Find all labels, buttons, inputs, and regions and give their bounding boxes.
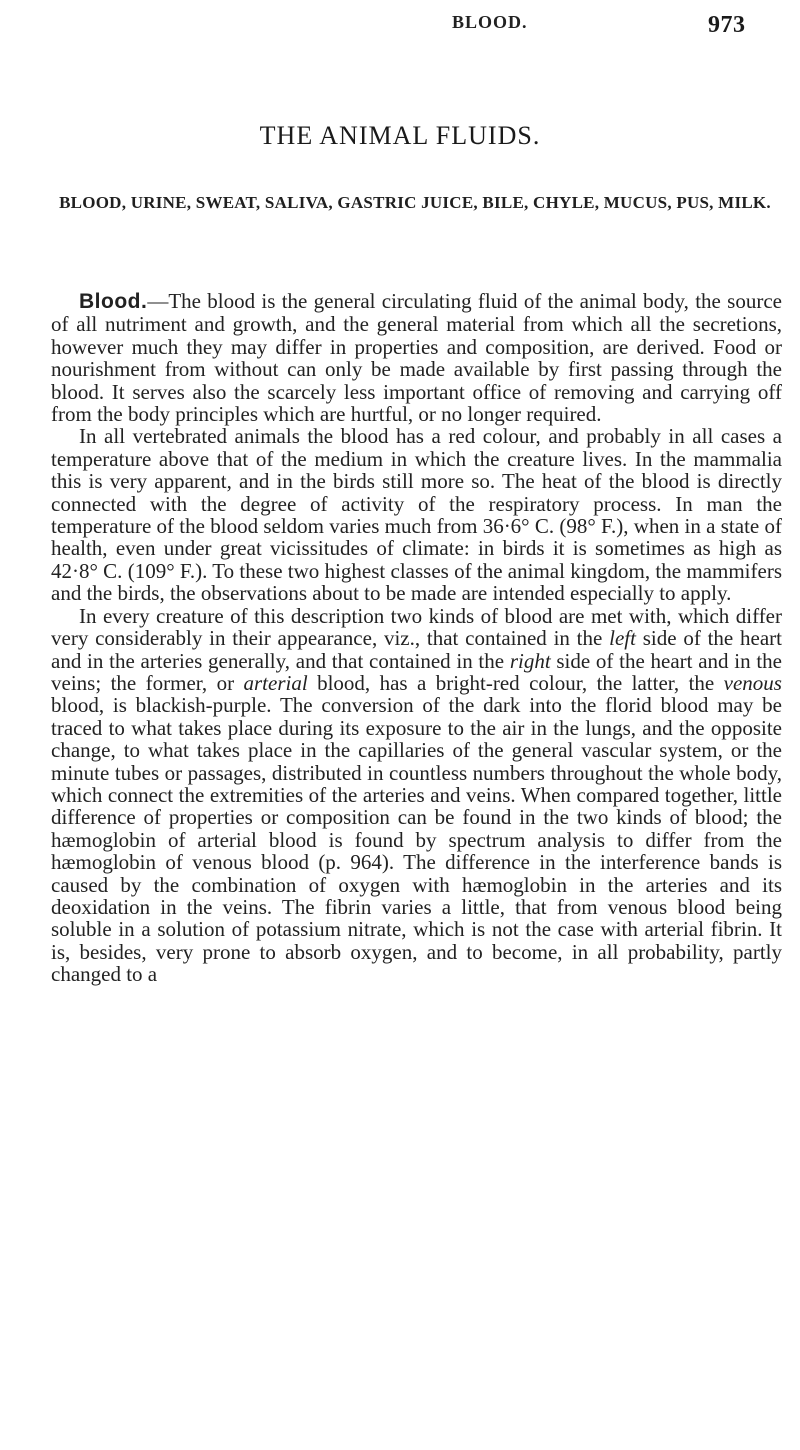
paragraph-text: In all vertebrated animals the blood has a red colour, and probably in all cases a temperature above that of the medium in which the creature lives. In the mammalia this is very apparent, and in the birds still more so. The heat of the blood is directly connected with the degree of activity of the respiratory process. In man the temperature of the blood seldom varies much from 36·6° C. (98° F.), when in a state of health, even under great vicissitudes of climate: in birds it is sometimes as high as 42·8° C. (109° F.). To these two highest classes of the animal kingdom, the mammifers and the birds, the observations about to be made are intended especially to apply.	[51, 424, 782, 606]
paragraph-blood-kinds	[51, 605, 782, 986]
chapter-title: THE ANIMAL FLUIDS.	[259, 121, 541, 150]
chapter-subtitle: BLOOD, URINE, SWEAT, SALIVA, GASTRIC JUICE, BILE, CHYLE, MUCUS, PUS, MILK.	[59, 193, 771, 212]
page-number: 973	[708, 12, 746, 38]
section-lead-blood: Blood.	[79, 290, 148, 313]
paragraph-blood-temperature	[51, 425, 782, 604]
paragraph-text-part: blood, is blackish-purple. The conversion of the dark into the florid blood may be traced to what takes place during its exposure to the air in the lungs, and the opposite change, to what takes place in the capillaries of the general vascular system, or the minute tubes or passages, distributed in countless numbers throughout the whole body, which connect the extremities of the arteries and veins. When compared together, little difference of properties or composition can be found in the two kinds of blood; the hæmoglobin of arterial blood is found by spectrum analysis to differ from the hæmoglobin of venous blood (p. 964). The difference in the interference bands is caused by the combination of oxygen with hæmoglobin in the arteries and its deoxidation in the veins. The fibrin varies a little, that from venous blood being soluble in a solution of potassium nitrate, which is not the case with arterial fibrin. It is, besides, very prone to absorb oxygen, and to become, in all probability, partly changed to a	[51, 693, 782, 987]
body-text	[51, 290, 782, 986]
italic-word-venous: venous	[723, 670, 782, 695]
paragraph-text-part: side of the heart and in the arteries generally, and that contained in the	[51, 626, 782, 673]
italic-word-left: left	[609, 626, 636, 651]
italic-word-arterial: arterial	[243, 670, 308, 695]
running-title: BLOOD.	[452, 12, 528, 32]
italic-word-right: right	[509, 648, 551, 673]
paragraph-text-part: side of the heart and in the veins; the former, or	[51, 648, 782, 695]
paragraph-text: —The blood is the general circulating fluid of the animal body, the source of all nutriment and growth, and the general material from which all the secretions, however much they may differ in properties and composition, are derived. Food or nourishment from without can only be made available by first passing through the blood. It serves also the scarcely less important office of removing and carrying off from the body principles which are hurtful, or no longer required.	[51, 289, 782, 427]
paragraph-text-part: In every creature of this description two kinds of blood are met with, which differ very considerably in their appearance, viz., that contained in the	[51, 603, 782, 651]
paragraph-text-part: blood, has a bright-red colour, the latter, the	[307, 670, 724, 695]
paragraph-blood-definition	[51, 290, 782, 425]
running-header	[0, 12, 800, 52]
